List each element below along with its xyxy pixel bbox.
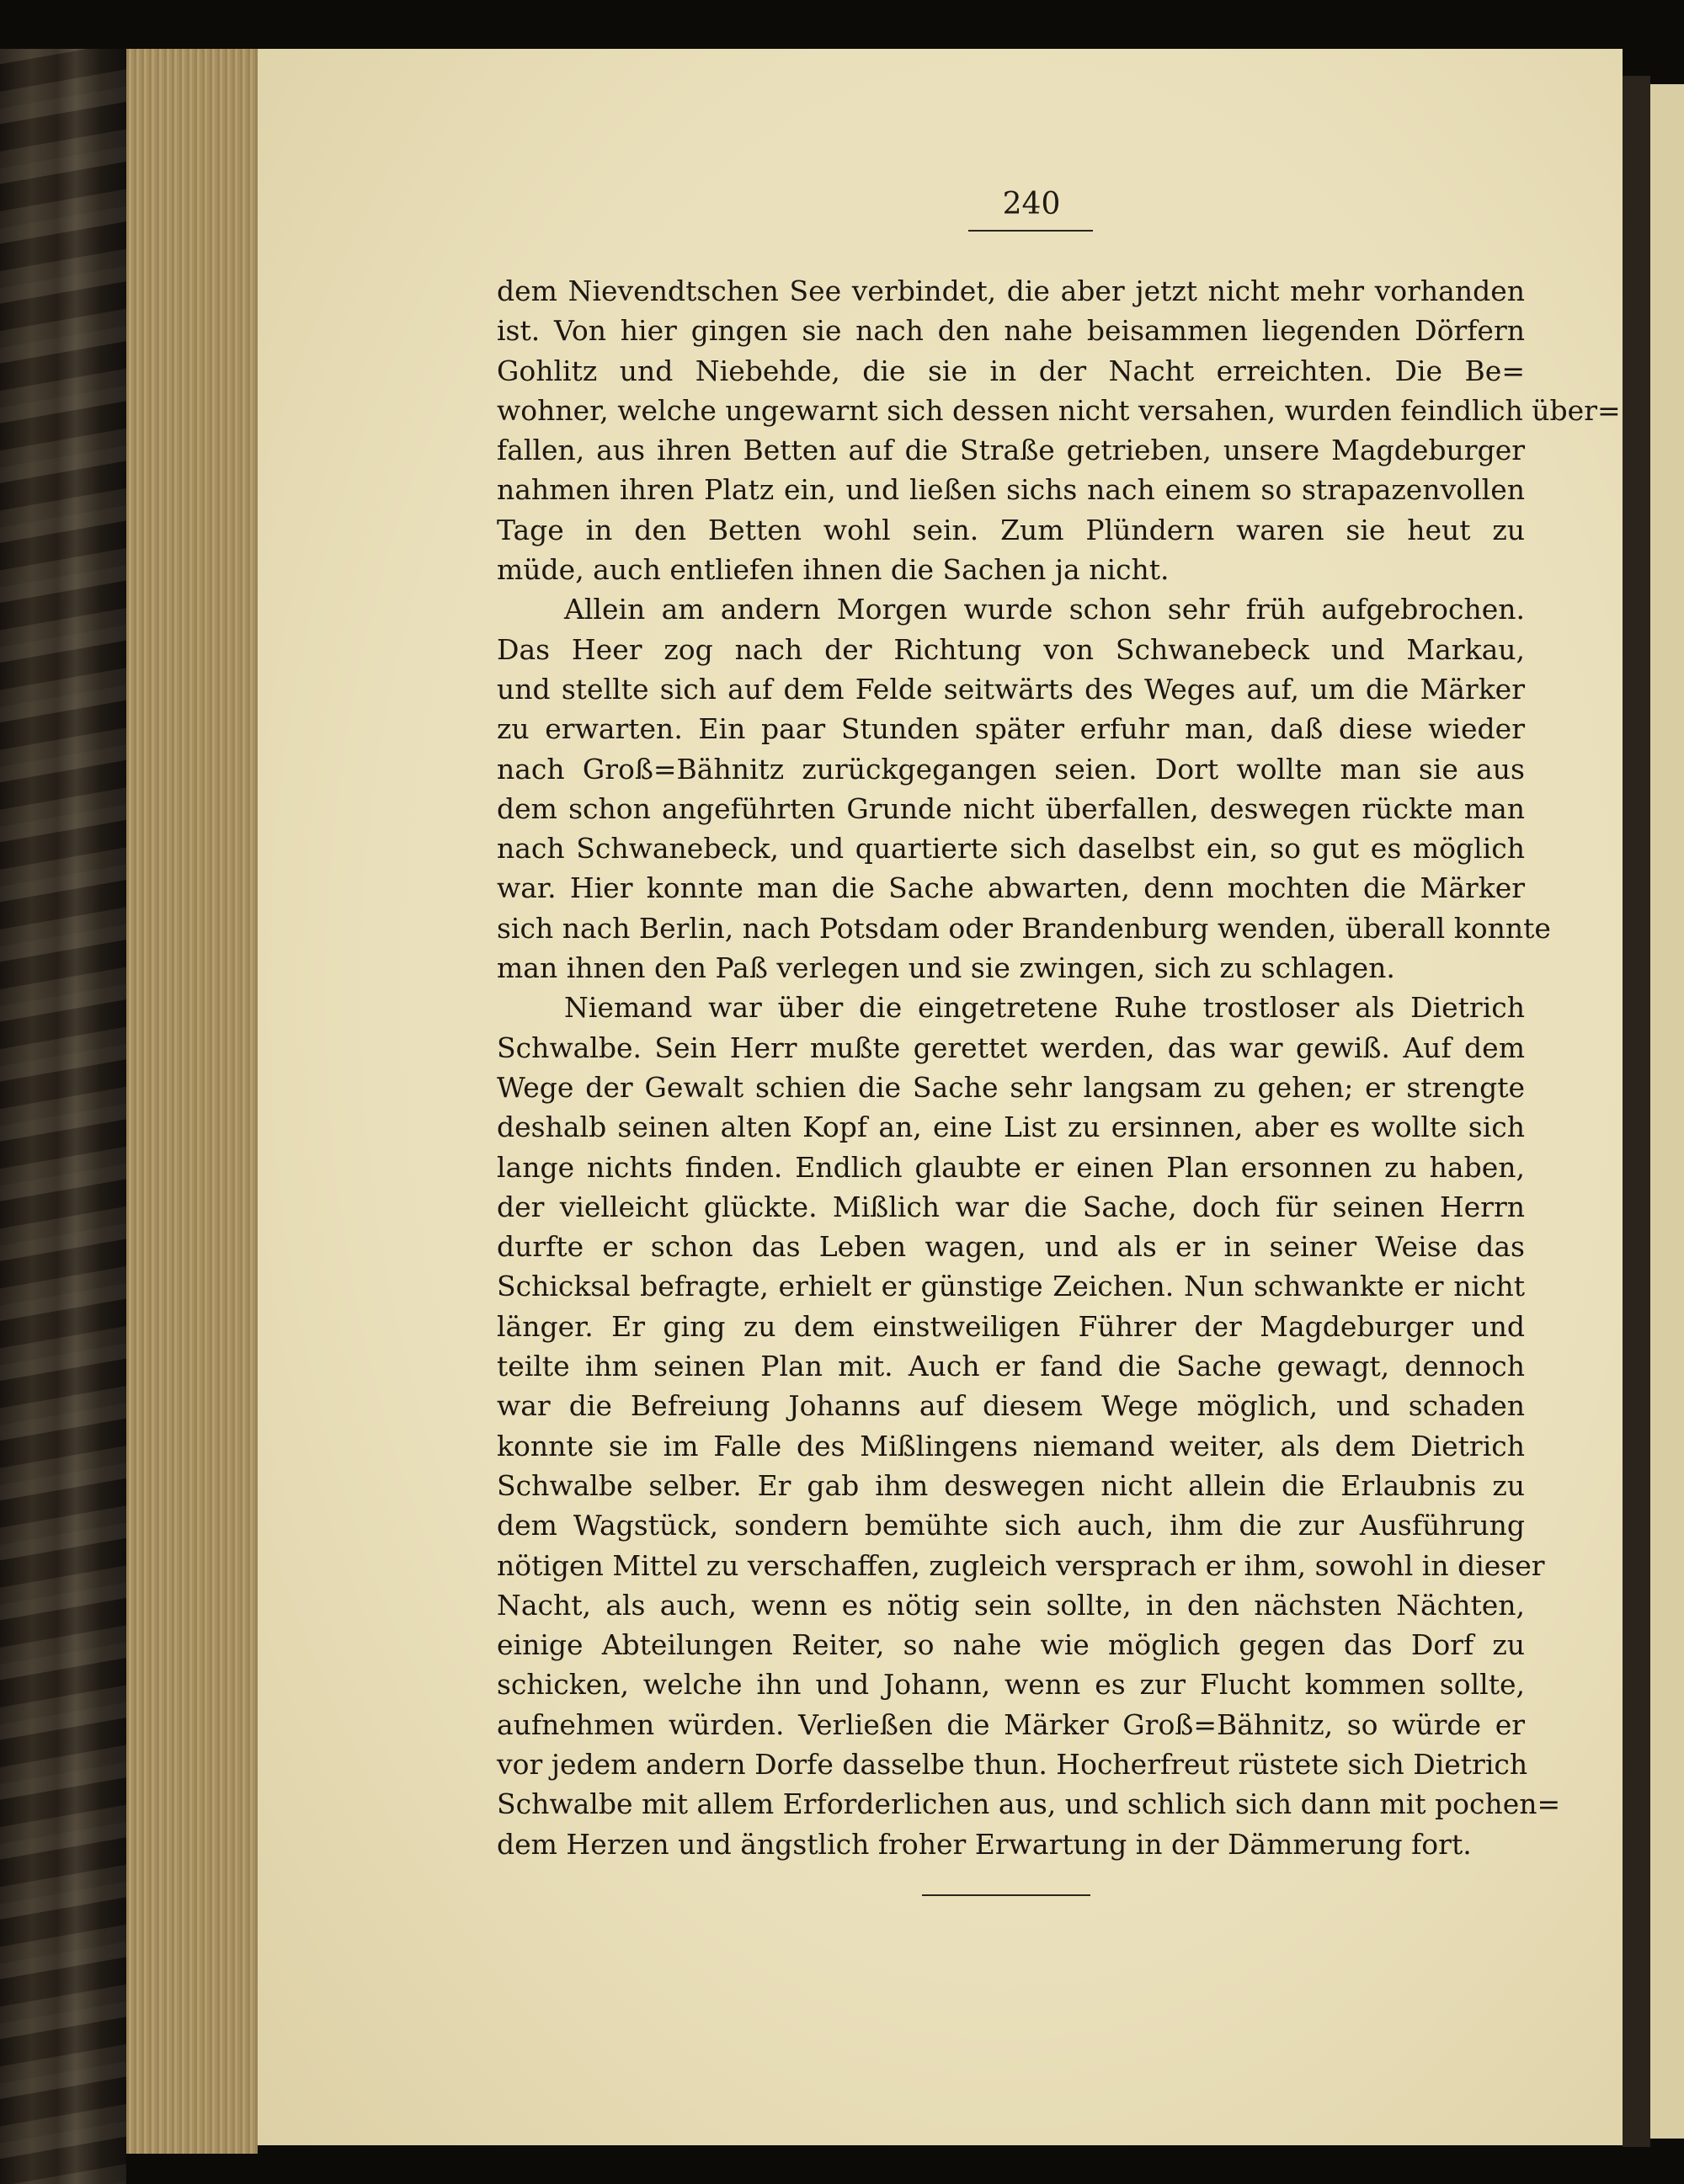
end-rule [922, 1894, 1090, 1896]
text-line: konnte sie im Falle des Mißlingens niemand weiter, als dem Dietrich [497, 1429, 1525, 1462]
text-line: zu erwarten. Ein paar Stunden später erfuhr man, daß diese wieder [497, 712, 1525, 746]
text-line: durfte er schon das Leben wagen, und als er in seiner Weise das [497, 1230, 1525, 1264]
text-line: Schwalbe mit allem Erforderlichen aus, und schlich sich dann mit pochen= [497, 1787, 1561, 1821]
text-line: man ihnen den Paß verlegen und sie zwingen, sich zu schlagen. [497, 951, 1395, 985]
text-line: schicken, welche ihn und Johann, wenn es zur Flucht kommen sollte, [497, 1668, 1525, 1702]
text-line: dem Nievendtschen See verbindet, die aber jetzt nicht mehr vorhanden [497, 274, 1525, 307]
header-rule [968, 230, 1093, 232]
text-line: vor jedem andern Dorfe dasselbe thun. Hocherfreut rüstete sich Dietrich [497, 1747, 1528, 1781]
text-line: Allein am andern Morgen wurde schon sehr früh aufgebrochen. [564, 593, 1525, 626]
text-line: war die Befreiung Johanns auf diesem Wege möglich, und schaden [497, 1389, 1525, 1423]
text-line: dem Wagstück, sondern bemühte sich auch, ihm die zur Ausführung [497, 1509, 1525, 1542]
text-line: Schicksal befragte, erhielt er günstige Zeichen. Nun schwankte er nicht [497, 1270, 1525, 1303]
text-line: Schwalbe. Sein Herr mußte gerettet werden, das war gewiß. Auf dem [497, 1031, 1525, 1064]
book-gutter [1623, 76, 1650, 2147]
text-line: ist. Von hier gingen sie nach den nahe beisammen liegenden Dörfern [497, 314, 1525, 348]
text-line: und stellte sich auf dem Felde seitwärts des Weges auf, um die Märker [497, 672, 1525, 706]
text-line: Tage in den Betten wohl sein. Zum Plündern waren sie heut zu [497, 513, 1525, 546]
text-line: teilte ihm seinen Plan mit. Auch er fand die Sache gewagt, dennoch [497, 1350, 1525, 1383]
text-line: fallen, aus ihren Betten auf die Straße getrieben, unsere Magdeburger [497, 434, 1525, 467]
text-line: war. Hier konnte man die Sache abwarten, denn mochten die Märker [497, 871, 1525, 905]
text-line: Schwalbe selber. Er gab ihm deswegen nicht allein die Erlaubnis zu [497, 1468, 1525, 1502]
text-line: nötigen Mittel zu verschaffen, zugleich versprach er ihm, sowohl in dieser [497, 1548, 1545, 1582]
text-line: Das Heer zog nach der Richtung von Schwanebeck und Markau, [497, 632, 1525, 666]
text-line: müde, auch entliefen ihnen die Sachen ja nicht. [497, 553, 1170, 587]
facing-page-edge [1650, 84, 1684, 2139]
book-cover-marbled [0, 49, 126, 2184]
text-line: nahmen ihren Platz ein, und ließen sichs nach einem so strapazenvollen [497, 473, 1525, 507]
text-line: Niemand war über die eingetretene Ruhe trostloser als Dietrich [564, 991, 1525, 1025]
text-line: Gohlitz und Niebehde, die sie in der Nacht erreichten. Die Be= [497, 354, 1525, 387]
text-line: deshalb seinen alten Kopf an, eine List zu ersinnen, aber es wollte sich [497, 1111, 1525, 1144]
text-line: länger. Er ging zu dem einstweiligen Führer der Magdeburger und [497, 1309, 1525, 1343]
text-line: lange nichts finden. Endlich glaubte er einen Plan ersonnen zu haben, [497, 1150, 1525, 1184]
text-line: nach Schwanebeck, und quartierte sich daselbst ein, so gut es möglich [497, 832, 1525, 866]
body-text [497, 271, 1621, 1864]
text-line: aufnehmen würden. Verließen die Märker Groß=Bähnitz, so würde er [497, 1707, 1525, 1741]
text-line: dem schon angeführten Grunde nicht überfallen, deswegen rückte man [497, 791, 1525, 825]
page-number: 240 [1002, 187, 1061, 221]
text-line: Nacht, als auch, wenn es nötig sein sollte, in den nächsten Nächten, [497, 1588, 1525, 1622]
text-line: einige Abteilungen Reiter, so nahe wie möglich gegen das Dorf zu [497, 1628, 1525, 1662]
text-line: Wege der Gewalt schien die Sache sehr langsam zu gehen; er strengte [497, 1070, 1525, 1104]
text-line: sich nach Berlin, nach Potsdam oder Brandenburg wenden, überall konnte [497, 911, 1551, 945]
text-line: nach Groß=Bähnitz zurückgegangen seien. Dort wollte man sie aus [497, 752, 1525, 786]
text-line: wohner, welche ungewarnt sich dessen nicht versahen, wurden feindlich über= [497, 393, 1621, 427]
page-edges [126, 49, 258, 2154]
text-line: dem Herzen und ängstlich froher Erwartung in der Dämmerung fort. [497, 1827, 1472, 1861]
text-line: der vielleicht glückte. Mißlich war die Sache, doch für seinen Herrn [497, 1190, 1525, 1223]
